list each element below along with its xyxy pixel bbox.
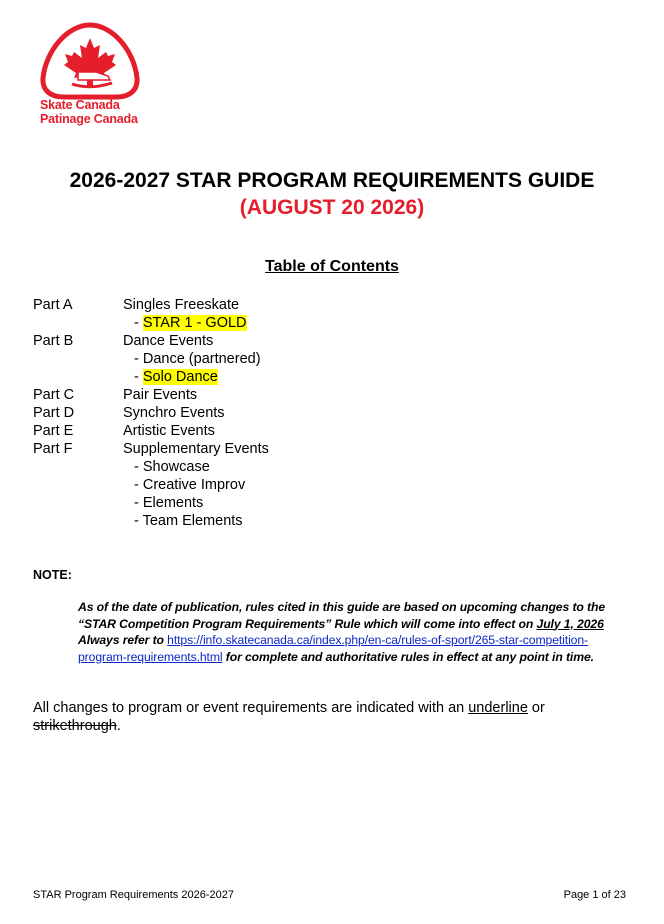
underline-example: underline [468,700,528,716]
toc-subsection-label: Dance (partnered) [142,351,261,367]
toc-subsection-label: Team Elements [142,513,243,529]
toc-row [33,314,593,332]
toc-row [33,332,593,350]
toc-row [33,476,593,494]
toc-section-label: Synchro Events [123,405,225,421]
rules-link[interactable]: https://info.skatecanada.ca/index.php/en-ca/rules-of-sport/265-star-competition-program-requirements.html [78,633,588,664]
note-text-3: for complete and authoritative rules in effect at any point in time. [222,649,594,664]
changes-text-1: All changes to program or event requirements are indicated with an [33,700,469,716]
note-effective-date: July 1, 2026 [536,616,604,631]
toc-subsection-dash: - [134,369,143,385]
document-date: (AUGUST 20 2026) [239,196,425,219]
logo-line-1: Skate Canada [40,98,120,112]
toc-row [33,404,593,422]
toc-subsection-label: STAR 1 - GOLD [142,315,247,331]
changes-notice [33,699,633,735]
toc-subsection [134,476,245,494]
toc-row [33,350,593,368]
footer-document-name: STAR Program Requirements 2026-2027 [33,889,234,901]
footer-page-number: Page 1 of 23 [563,889,626,901]
toc-part-label: Part F [33,441,73,457]
toc-row [33,440,593,458]
changes-text-2: or [527,700,545,716]
note-text-2: Always refer to [78,633,168,647]
maple-leaf-skate-icon [38,20,142,100]
toc-heading: Table of Contents [265,258,399,275]
toc-subsection-label: Solo Dance [142,369,218,385]
toc-subsection [134,314,247,332]
toc-subsection-dash: - [134,351,143,367]
toc-row [33,458,593,476]
toc-subsection-label: Showcase [142,459,210,475]
document-title: 2026-2027 STAR PROGRAM REQUIREMENTS GUIDE [69,169,595,192]
toc-part-label: Part E [33,423,74,439]
toc-part-label: Part B [33,333,74,349]
toc-subsection-label: Creative Improv [142,477,246,493]
toc-row [33,368,593,386]
changes-text-3: . [116,718,121,734]
toc-subsection-dash: - [134,495,143,511]
note-label: NOTE: [33,568,72,582]
note-text-1: As of the date of publication, rules cited in this guide are based on upcoming changes to the “STAR Competition Program Requirements” Rule which will come into effect on [78,600,606,631]
toc-subsection [134,512,243,530]
toc-row [33,512,593,530]
toc-section-label: Singles Freeskate [123,297,240,313]
toc-row [33,422,593,440]
toc-section-label: Artistic Events [123,423,215,439]
logo-line-2: Patinage Canada [40,112,138,126]
toc-section-label: Supplementary Events [123,441,269,457]
toc-subsection-dash: - [134,477,143,493]
table-of-contents [33,296,593,530]
toc-row [33,386,593,404]
note-body [78,599,626,665]
toc-subsection [134,350,261,368]
toc-subsection-dash: - [134,459,143,475]
toc-part-label: Part C [33,387,75,403]
toc-subsection-dash: - [134,315,143,331]
toc-subsection [134,494,203,512]
toc-section-label: Pair Events [123,387,198,403]
strikethrough-example: strikethrough [33,718,117,734]
toc-subsection [134,458,210,476]
toc-subsection-dash: - [134,513,143,529]
toc-part-label: Part D [33,405,75,421]
toc-section-label: Dance Events [123,333,214,349]
toc-row [33,296,593,314]
toc-subsection [134,368,218,386]
toc-subsection-label: Elements [142,495,204,511]
toc-row [33,494,593,512]
toc-part-label: Part A [33,297,73,313]
logo-text [40,98,138,126]
